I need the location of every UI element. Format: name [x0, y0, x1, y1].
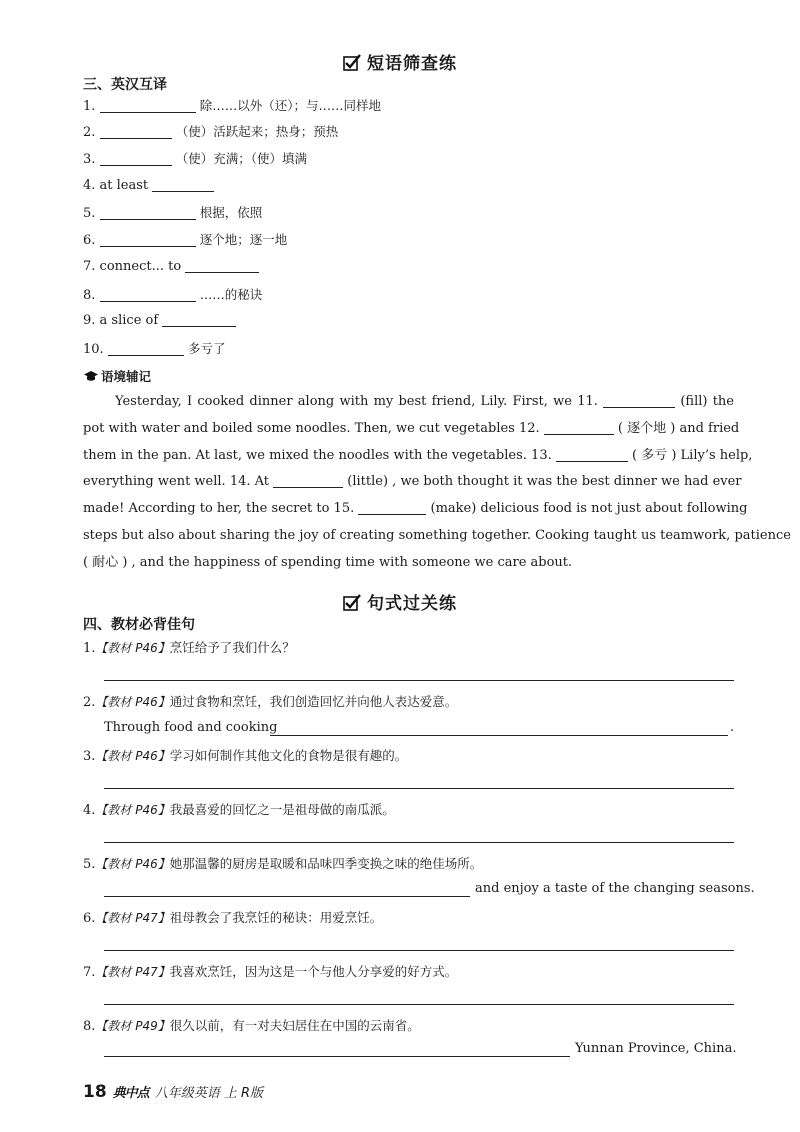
sentence-question: 4.【教材 P46】我最喜爱的回忆之一是祖母做的南瓜派。 — [83, 802, 395, 818]
answer-line[interactable] — [104, 788, 734, 789]
answer-suffix: Yunnan Province, China. — [575, 1041, 737, 1056]
answer-blank[interactable] — [108, 341, 184, 356]
answer-blank[interactable] — [273, 473, 343, 488]
page-footer — [83, 1082, 263, 1102]
answer-blank[interactable] — [100, 232, 196, 247]
answer-blank[interactable] — [152, 177, 214, 192]
answer-line[interactable] — [104, 680, 734, 681]
answer-prefix: Through food and cooking — [104, 720, 278, 735]
answer-line[interactable] — [104, 1004, 734, 1005]
answer-blank[interactable] — [100, 151, 172, 166]
phrase-item: 1. 除……以外（还）；与……同样地 — [83, 98, 381, 114]
answer-blank[interactable] — [100, 205, 196, 220]
phrase-item: 2. （使）活跃起来；热身；预热 — [83, 124, 339, 140]
answer-line[interactable] — [104, 896, 470, 897]
phrase-item: 7. connect... to — [83, 258, 259, 276]
book-title: 八年级英语 上 R版 — [154, 1086, 263, 1101]
sentence-question: 1.【教材 P46】烹饪给予了我们什么？ — [83, 640, 295, 656]
answer-suffix: . — [730, 720, 735, 735]
sentence-question: 6.【教材 P47】祖母教会了我烹饪的秘诀：用爱烹饪。 — [83, 910, 383, 926]
passage-line: pot with water and boiled some noodles. Then, we cut vegetables 12. ( 逐个地 ) and fried — [83, 421, 740, 436]
sentence-question: 8.【教材 P49】很久以前，有一对夫妇居住在中国的云南省。 — [83, 1018, 420, 1034]
phrase-item: 6. 逐个地；逐一地 — [83, 232, 288, 248]
answer-blank[interactable] — [100, 98, 196, 113]
page-number: 18 — [83, 1082, 107, 1102]
checkbox-icon — [343, 54, 361, 72]
answer-line[interactable] — [270, 735, 728, 736]
brand-logo: 典中点 — [112, 1086, 149, 1101]
answer-blank[interactable] — [162, 312, 236, 327]
context-heading: 语境辅记 — [83, 367, 151, 385]
answer-line[interactable] — [104, 842, 734, 843]
answer-blank[interactable] — [556, 447, 628, 462]
graduation-cap-icon — [83, 370, 99, 382]
passage-line: Yesterday, I cooked dinner along with my best friend, Lily. First, we 11. (fill) the — [115, 394, 734, 409]
phrase-item: 10. 多亏了 — [83, 341, 226, 357]
answer-blank[interactable] — [100, 287, 196, 302]
sentence-question: 3.【教材 P46】学习如何制作其他文化的食物是很有趣的。 — [83, 748, 408, 764]
part-title-sentences: 四、教材必背佳句 — [83, 617, 195, 633]
sentence-question: 7.【教材 P47】我喜欢烹饪，因为这是一个与他人分享爱的好方式。 — [83, 964, 458, 980]
phrase-item: 8. ……的秘诀 — [83, 287, 263, 303]
passage-line: made! According to her, the secret to 15. (make) delicious food is not just about following — [83, 501, 748, 516]
answer-line[interactable] — [104, 950, 734, 951]
answer-suffix: and enjoy a taste of the changing seasons. — [475, 881, 755, 896]
passage-line: everything went well. 14. At (little) , we both thought it was the best dinner we had ever — [83, 474, 742, 489]
phrase-item: 5. 根据，依照 — [83, 205, 263, 221]
phrase-item: 9. a slice of — [83, 312, 236, 330]
passage-line: them in the pan. At last, we mixed the noodles with the vegetables. 13. ( 多亏 ) Lily’s help, — [83, 448, 753, 463]
sentence-question: 2.【教材 P46】通过食物和烹饪，我们创造回忆并向他人表达爱意。 — [83, 694, 458, 710]
section-title-sentences: 句式过关练 — [0, 589, 800, 614]
passage-line: ( 耐心 ) , and the happiness of spending time with someone we care about. — [83, 555, 573, 570]
answer-blank[interactable] — [544, 420, 614, 435]
answer-line[interactable] — [104, 1056, 570, 1057]
part-title-translation: 三、英汉互译 — [83, 77, 167, 93]
answer-blank[interactable] — [603, 393, 675, 408]
phrase-item: 4. at least — [83, 177, 214, 195]
checkbox-icon — [343, 594, 361, 612]
answer-blank[interactable] — [100, 124, 172, 139]
phrase-item: 3. （使）充满；（使）填满 — [83, 151, 307, 167]
sentence-question: 5.【教材 P46】她那温馨的厨房是取暖和品味四季变换之味的绝佳场所。 — [83, 856, 483, 872]
passage-line: steps but also about sharing the joy of creating something together. Cooking taught us teamwork, patience — [83, 528, 791, 543]
answer-blank[interactable] — [185, 258, 259, 273]
answer-blank[interactable] — [358, 500, 426, 515]
section-title-phrases: 短语筛查练 — [0, 49, 800, 74]
